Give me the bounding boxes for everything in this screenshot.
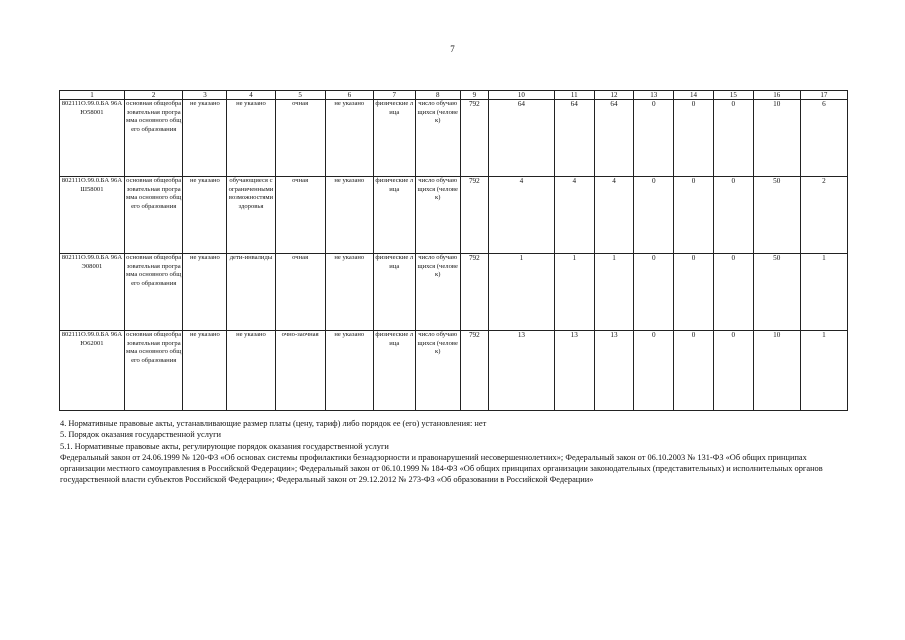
- table-cell: 792: [460, 254, 488, 331]
- table-cell: 0: [713, 331, 753, 411]
- table-cell: 0: [713, 177, 753, 254]
- table-cell: очная: [275, 254, 325, 331]
- column-number: 17: [800, 91, 847, 100]
- service-procedure-heading: 5. Порядок оказания государственной услуги: [60, 430, 222, 440]
- table-cell: 0: [634, 100, 674, 177]
- table-cell: физические лица: [373, 331, 415, 411]
- table-cell: основная общеобразовательная программа основного общего образования: [124, 331, 183, 411]
- table-cell: 4: [554, 177, 594, 254]
- column-number: 4: [227, 91, 275, 100]
- column-number: 7: [373, 91, 415, 100]
- regulations-text: [60, 418, 850, 486]
- fee-regulation-line: 4. Нормативные правовые акты, устанавливающие размер платы (цену, тариф) либо порядок ее (его) установления: нет: [60, 419, 487, 428]
- table-cell: не указано: [325, 254, 373, 331]
- table-cell: 10: [753, 100, 800, 177]
- table-cell: 1: [800, 331, 847, 411]
- table-cell: 792: [460, 100, 488, 177]
- table-cell: не указано: [325, 100, 373, 177]
- table-row: [60, 254, 848, 331]
- table-cell: 0: [674, 331, 714, 411]
- table-cell: физические лица: [373, 254, 415, 331]
- table-cell: 0: [634, 177, 674, 254]
- column-number: 2: [124, 91, 183, 100]
- table-cell: 50: [753, 177, 800, 254]
- table-cell: 802111О.99.0.БА 96АЭ08001: [60, 254, 125, 331]
- table-cell: 1: [594, 254, 634, 331]
- table-cell: основная общеобразовательная программа основного общего образования: [124, 100, 183, 177]
- table-cell: 13: [554, 331, 594, 411]
- table-cell: 64: [554, 100, 594, 177]
- table-cell: физические лица: [373, 177, 415, 254]
- table-cell: дети-инвалиды: [227, 254, 275, 331]
- table-cell: не указано: [227, 100, 275, 177]
- table-cell: 802111О.99.0.БА 96АЮ58001: [60, 100, 125, 177]
- table-cell: основная общеобразовательная программа основного общего образования: [124, 177, 183, 254]
- column-number: 5: [275, 91, 325, 100]
- page-number: 7: [450, 44, 455, 54]
- column-number: 13: [634, 91, 674, 100]
- table-cell: 0: [634, 254, 674, 331]
- table-cell: 0: [713, 254, 753, 331]
- table-cell: не указано: [325, 331, 373, 411]
- table-cell: 1: [800, 254, 847, 331]
- column-number: 6: [325, 91, 373, 100]
- column-number: 10: [488, 91, 554, 100]
- table-cell: очная: [275, 100, 325, 177]
- table-cell: 0: [713, 100, 753, 177]
- table-cell: 13: [488, 331, 554, 411]
- table-cell: не указано: [325, 177, 373, 254]
- service-table: [59, 90, 848, 411]
- table-cell: 13: [594, 331, 634, 411]
- table-cell: не указано: [227, 331, 275, 411]
- table-cell: 1: [488, 254, 554, 331]
- table-cell: число обучающихся (человек): [415, 331, 460, 411]
- table-cell: 0: [674, 177, 714, 254]
- table-cell: число обучающихся (человек): [415, 177, 460, 254]
- table-cell: не указано: [183, 254, 227, 331]
- table-cell: 10: [753, 331, 800, 411]
- table-cell: 2: [800, 177, 847, 254]
- column-number: 14: [674, 91, 714, 100]
- regulations-subheading: 5.1. Нормативные правовые акты, регулирующие порядок оказания государственной услуги: [60, 441, 389, 451]
- table-cell: число обучающихся (человек): [415, 254, 460, 331]
- table-cell: число обучающихся (человек): [415, 100, 460, 177]
- column-number: 9: [460, 91, 488, 100]
- table-cell: 4: [594, 177, 634, 254]
- column-number: 3: [183, 91, 227, 100]
- table-row: [60, 100, 848, 177]
- column-number: 11: [554, 91, 594, 100]
- table-cell: 6: [800, 100, 847, 177]
- table-cell: не указано: [183, 100, 227, 177]
- table-cell: 1: [554, 254, 594, 331]
- table-cell: 4: [488, 177, 554, 254]
- table-cell: 802111О.99.0.БА 96АЮ62001: [60, 331, 125, 411]
- column-number: 12: [594, 91, 634, 100]
- table-row: [60, 331, 848, 411]
- table-cell: 64: [488, 100, 554, 177]
- table-cell: не указано: [183, 177, 227, 254]
- table-row: [60, 177, 848, 254]
- table-cell: 50: [753, 254, 800, 331]
- table-cell: 64: [594, 100, 634, 177]
- table-cell: 0: [634, 331, 674, 411]
- table-cell: обучающиеся с ограниченными возможностями здоровья: [227, 177, 275, 254]
- table-cell: не указано: [183, 331, 227, 411]
- laws-list: Федеральный закон от 24.06.1999 № 120-ФЗ «Об основах системы профилактики безнадзорности и правонарушений несовершеннолетних»; Федеральный закон от 06.10.2003 № 131-ФЗ «Об общих принципах организации местного самоуправления в Российской Федерации»; Федеральный закон от 06.10.1999 № 184-ФЗ «Об общих принципах организации законодательных (представительных) и исполнительных органов государственной власти субъектов Российской Федерации»; Федеральный закон от 29.12.2012 № 273-ФЗ «Об образовании в Российской Федерации»: [60, 452, 823, 485]
- table-cell: 0: [674, 254, 714, 331]
- column-number: 16: [753, 91, 800, 100]
- column-number: 1: [60, 91, 125, 100]
- table-cell: 802111О.99.0.БА 96АШ58001: [60, 177, 125, 254]
- table-cell: очно-заочная: [275, 331, 325, 411]
- table-header-row: [60, 91, 848, 100]
- table-cell: 0: [674, 100, 714, 177]
- table-cell: 792: [460, 177, 488, 254]
- column-number: 8: [415, 91, 460, 100]
- table-cell: 792: [460, 331, 488, 411]
- table-cell: основная общеобразовательная программа основного общего образования: [124, 254, 183, 331]
- table-cell: очная: [275, 177, 325, 254]
- column-number: 15: [713, 91, 753, 100]
- table-cell: физические лица: [373, 100, 415, 177]
